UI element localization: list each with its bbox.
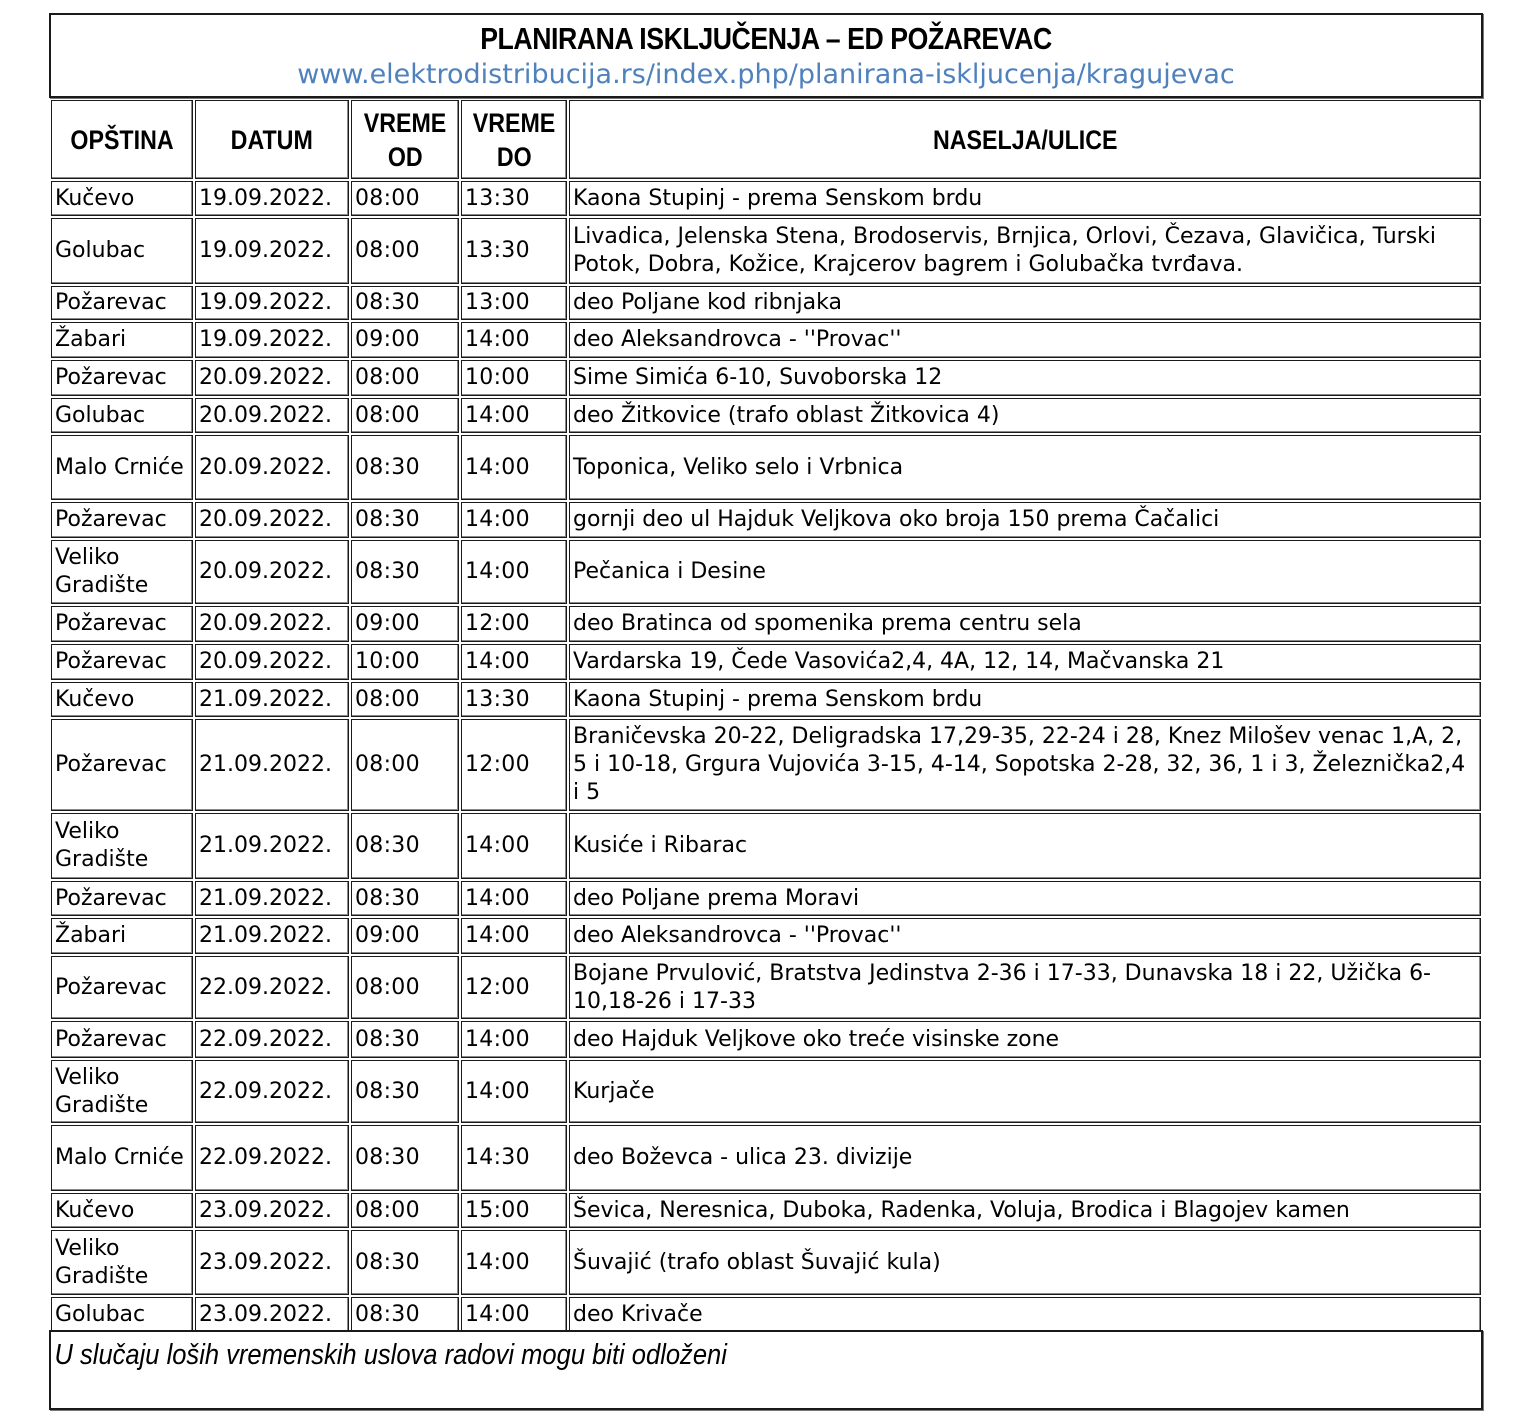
cell-opstina: Kučevo bbox=[51, 1193, 193, 1228]
cell-datum: 21.09.2022. bbox=[195, 682, 349, 717]
cell-naselja: Kaona Stupinj - prema Senskom brdu bbox=[569, 181, 1481, 216]
cell-vreme-od: 08:30 bbox=[351, 1021, 459, 1058]
table-row bbox=[51, 956, 1481, 1019]
cell-naselja: deo Boževca - ulica 23. divizije bbox=[569, 1125, 1481, 1191]
cell-vreme-od: 08:00 bbox=[351, 360, 459, 396]
cell-opstina: Požarevac bbox=[51, 606, 193, 642]
cell-opstina: Požarevac bbox=[51, 286, 193, 320]
table-row bbox=[51, 322, 1481, 358]
cell-vreme-do: 15:00 bbox=[461, 1193, 567, 1228]
column-header-naselja: NASELJA/ULICE bbox=[569, 100, 1481, 179]
footer-note-box bbox=[49, 1330, 1483, 1410]
cell-vreme-do: 14:00 bbox=[461, 1060, 567, 1123]
cell-vreme-od: 08:00 bbox=[351, 218, 459, 284]
cell-opstina: Veliko Gradište bbox=[51, 540, 193, 604]
cell-vreme-od: 08:00 bbox=[351, 1193, 459, 1228]
cell-naselja: deo Poljane prema Moravi bbox=[569, 881, 1481, 916]
cell-opstina: Žabari bbox=[51, 322, 193, 358]
cell-vreme-do: 12:00 bbox=[461, 719, 567, 811]
cell-datum: 22.09.2022. bbox=[195, 1125, 349, 1191]
title-box bbox=[49, 13, 1483, 98]
cell-opstina: Golubac bbox=[51, 1297, 193, 1332]
table-row bbox=[51, 286, 1481, 320]
cell-datum: 20.09.2022. bbox=[195, 360, 349, 396]
cell-datum: 21.09.2022. bbox=[195, 813, 349, 879]
cell-datum: 23.09.2022. bbox=[195, 1193, 349, 1228]
table-header-row bbox=[51, 100, 1481, 179]
cell-vreme-do: 14:00 bbox=[461, 1297, 567, 1332]
cell-datum: 22.09.2022. bbox=[195, 1060, 349, 1123]
cell-datum: 20.09.2022. bbox=[195, 502, 349, 538]
cell-naselja: deo Krivače bbox=[569, 1297, 1481, 1332]
table-row bbox=[51, 502, 1481, 538]
cell-vreme-od: 08:00 bbox=[351, 956, 459, 1019]
cell-vreme-do: 13:30 bbox=[461, 682, 567, 717]
cell-vreme-od: 08:00 bbox=[351, 682, 459, 717]
column-header-vreme-od: VREME OD bbox=[351, 100, 459, 179]
cell-opstina: Kučevo bbox=[51, 181, 193, 216]
cell-vreme-do: 13:30 bbox=[461, 218, 567, 284]
cell-vreme-od: 08:30 bbox=[351, 435, 459, 500]
cell-vreme-od: 10:00 bbox=[351, 644, 459, 680]
cell-vreme-do: 14:00 bbox=[461, 502, 567, 538]
cell-vreme-do: 12:00 bbox=[461, 606, 567, 642]
cell-opstina: Požarevac bbox=[51, 719, 193, 811]
cell-vreme-od: 08:30 bbox=[351, 881, 459, 916]
cell-opstina: Veliko Gradište bbox=[51, 1060, 193, 1123]
cell-naselja: Livadica, Jelenska Stena, Brodoservis, Brnjica, Orlovi, Čezava, Glavičica, Turski Potok, Dobra, Kožice, Krajcerov bagrem i Golubačka tvrđava. bbox=[569, 218, 1481, 284]
table-row bbox=[51, 1297, 1481, 1332]
cell-opstina: Veliko Gradište bbox=[51, 1230, 193, 1295]
table-row bbox=[51, 435, 1481, 500]
table-row bbox=[51, 918, 1481, 954]
cell-naselja: Ševica, Neresnica, Duboka, Radenka, Voluja, Brodica i Blagojev kamen bbox=[569, 1193, 1481, 1228]
cell-vreme-do: 14:00 bbox=[461, 322, 567, 358]
table-row bbox=[51, 1021, 1481, 1058]
cell-vreme-do: 14:00 bbox=[461, 1021, 567, 1058]
table-row bbox=[51, 360, 1481, 396]
cell-naselja: gornji deo ul Hajduk Veljkova oko broja 150 prema Čačalici bbox=[569, 502, 1481, 538]
table-row bbox=[51, 881, 1481, 916]
table-row bbox=[51, 218, 1481, 284]
column-header-datum: DATUM bbox=[195, 100, 349, 179]
footer-note: U slučaju loših vremenskih uslova radovi mogu biti odloženi bbox=[54, 1339, 727, 1371]
cell-naselja: deo Bratinca od spomenika prema centru sela bbox=[569, 606, 1481, 642]
cell-datum: 20.09.2022. bbox=[195, 435, 349, 500]
cell-naselja: Kusiće i Ribarac bbox=[569, 813, 1481, 879]
cell-vreme-do: 14:00 bbox=[461, 644, 567, 680]
column-header-vreme-do: VREME DO bbox=[461, 100, 567, 179]
outage-table bbox=[49, 98, 1483, 1334]
cell-opstina: Golubac bbox=[51, 398, 193, 433]
cell-datum: 20.09.2022. bbox=[195, 540, 349, 604]
cell-naselja: Sime Simića 6-10, Suvoborska 12 bbox=[569, 360, 1481, 396]
cell-datum: 22.09.2022. bbox=[195, 1021, 349, 1058]
cell-naselja: deo Žitkovice (trafo oblast Žitkovica 4) bbox=[569, 398, 1481, 433]
cell-naselja: Kaona Stupinj - prema Senskom brdu bbox=[569, 682, 1481, 717]
cell-vreme-do: 13:00 bbox=[461, 286, 567, 320]
cell-datum: 21.09.2022. bbox=[195, 918, 349, 954]
cell-datum: 22.09.2022. bbox=[195, 956, 349, 1019]
page-title: PLANIRANA ISKLJUČENJA – ED POŽAREVAC bbox=[480, 21, 1052, 56]
cell-opstina: Žabari bbox=[51, 918, 193, 954]
cell-opstina: Kučevo bbox=[51, 682, 193, 717]
cell-datum: 19.09.2022. bbox=[195, 181, 349, 216]
table-row bbox=[51, 1060, 1481, 1123]
cell-vreme-do: 14:00 bbox=[461, 540, 567, 604]
cell-datum: 20.09.2022. bbox=[195, 398, 349, 433]
cell-opstina: Malo Crniće bbox=[51, 1125, 193, 1191]
cell-vreme-od: 08:30 bbox=[351, 1297, 459, 1332]
cell-vreme-do: 12:00 bbox=[461, 956, 567, 1019]
cell-vreme-do: 10:00 bbox=[461, 360, 567, 396]
cell-vreme-od: 08:00 bbox=[351, 719, 459, 811]
table-row bbox=[51, 813, 1481, 879]
cell-vreme-do: 14:00 bbox=[461, 398, 567, 433]
cell-opstina: Požarevac bbox=[51, 881, 193, 916]
cell-vreme-od: 08:30 bbox=[351, 1230, 459, 1295]
table-row bbox=[51, 1230, 1481, 1295]
cell-vreme-do: 13:30 bbox=[461, 181, 567, 216]
table-row bbox=[51, 1125, 1481, 1191]
cell-vreme-od: 08:00 bbox=[351, 181, 459, 216]
cell-datum: 19.09.2022. bbox=[195, 218, 349, 284]
cell-opstina: Požarevac bbox=[51, 360, 193, 396]
cell-vreme-od: 09:00 bbox=[351, 918, 459, 954]
table-row bbox=[51, 719, 1481, 811]
cell-datum: 23.09.2022. bbox=[195, 1297, 349, 1332]
table-row bbox=[51, 682, 1481, 717]
cell-vreme-od: 08:30 bbox=[351, 286, 459, 320]
cell-vreme-od: 08:30 bbox=[351, 1060, 459, 1123]
cell-opstina: Malo Crniće bbox=[51, 435, 193, 500]
cell-naselja: Vardarska 19, Čede Vasovića2,4, 4A, 12, 14, Mačvanska 21 bbox=[569, 644, 1481, 680]
cell-naselja: Bojane Prvulović, Bratstva Jedinstva 2-36 i 17-33, Dunavska 18 i 22, Užička 6-10,18-26 i 17-33 bbox=[569, 956, 1481, 1019]
cell-vreme-do: 14:00 bbox=[461, 1230, 567, 1295]
cell-opstina: Požarevac bbox=[51, 956, 193, 1019]
source-url-link[interactable]: www.elektrodistribucija.rs/index.php/planirana-iskljucenja/kragujevac bbox=[297, 59, 1235, 90]
cell-vreme-do: 14:30 bbox=[461, 1125, 567, 1191]
cell-opstina: Golubac bbox=[51, 218, 193, 284]
cell-datum: 21.09.2022. bbox=[195, 719, 349, 811]
cell-vreme-od: 08:00 bbox=[351, 398, 459, 433]
column-header-opstina: OPŠTINA bbox=[51, 100, 193, 179]
table-row bbox=[51, 181, 1481, 216]
cell-naselja: deo Aleksandrovca - ''Provac'' bbox=[569, 322, 1481, 358]
cell-vreme-do: 14:00 bbox=[461, 813, 567, 879]
table-row bbox=[51, 644, 1481, 680]
cell-vreme-od: 09:00 bbox=[351, 322, 459, 358]
cell-naselja: Braničevska 20-22, Deligradska 17,29-35, 22-24 i 28, Knez Milošev venac 1,A, 2, 5 i 10-18, Grgura Vujovića 3-15, 4-14, Sopotska 2-28, 32, 36, 1 i 3, Železnička2,4 i 5 bbox=[569, 719, 1481, 811]
table-row bbox=[51, 606, 1481, 642]
cell-vreme-od: 08:30 bbox=[351, 540, 459, 604]
cell-opstina: Požarevac bbox=[51, 1021, 193, 1058]
cell-datum: 21.09.2022. bbox=[195, 881, 349, 916]
cell-naselja: Kurjače bbox=[569, 1060, 1481, 1123]
cell-vreme-do: 14:00 bbox=[461, 918, 567, 954]
cell-datum: 20.09.2022. bbox=[195, 606, 349, 642]
cell-datum: 19.09.2022. bbox=[195, 322, 349, 358]
table-row bbox=[51, 398, 1481, 433]
cell-vreme-od: 09:00 bbox=[351, 606, 459, 642]
cell-vreme-do: 14:00 bbox=[461, 881, 567, 916]
table-row bbox=[51, 540, 1481, 604]
cell-opstina: Požarevac bbox=[51, 502, 193, 538]
cell-vreme-od: 08:30 bbox=[351, 1125, 459, 1191]
cell-naselja: deo Aleksandrovca - ''Provac'' bbox=[569, 918, 1481, 954]
table-row bbox=[51, 1193, 1481, 1228]
cell-datum: 20.09.2022. bbox=[195, 644, 349, 680]
cell-vreme-do: 14:00 bbox=[461, 435, 567, 500]
cell-opstina: Veliko Gradište bbox=[51, 813, 193, 879]
cell-datum: 19.09.2022. bbox=[195, 286, 349, 320]
cell-naselja: Šuvajić (trafo oblast Šuvajić kula) bbox=[569, 1230, 1481, 1295]
cell-datum: 23.09.2022. bbox=[195, 1230, 349, 1295]
cell-naselja: deo Hajduk Veljkove oko treće visinske zone bbox=[569, 1021, 1481, 1058]
cell-vreme-od: 08:30 bbox=[351, 813, 459, 879]
cell-naselja: deo Poljane kod ribnjaka bbox=[569, 286, 1481, 320]
cell-naselja: Toponica, Veliko selo i Vrbnica bbox=[569, 435, 1481, 500]
cell-naselja: Pečanica i Desine bbox=[569, 540, 1481, 604]
cell-opstina: Požarevac bbox=[51, 644, 193, 680]
cell-vreme-od: 08:30 bbox=[351, 502, 459, 538]
